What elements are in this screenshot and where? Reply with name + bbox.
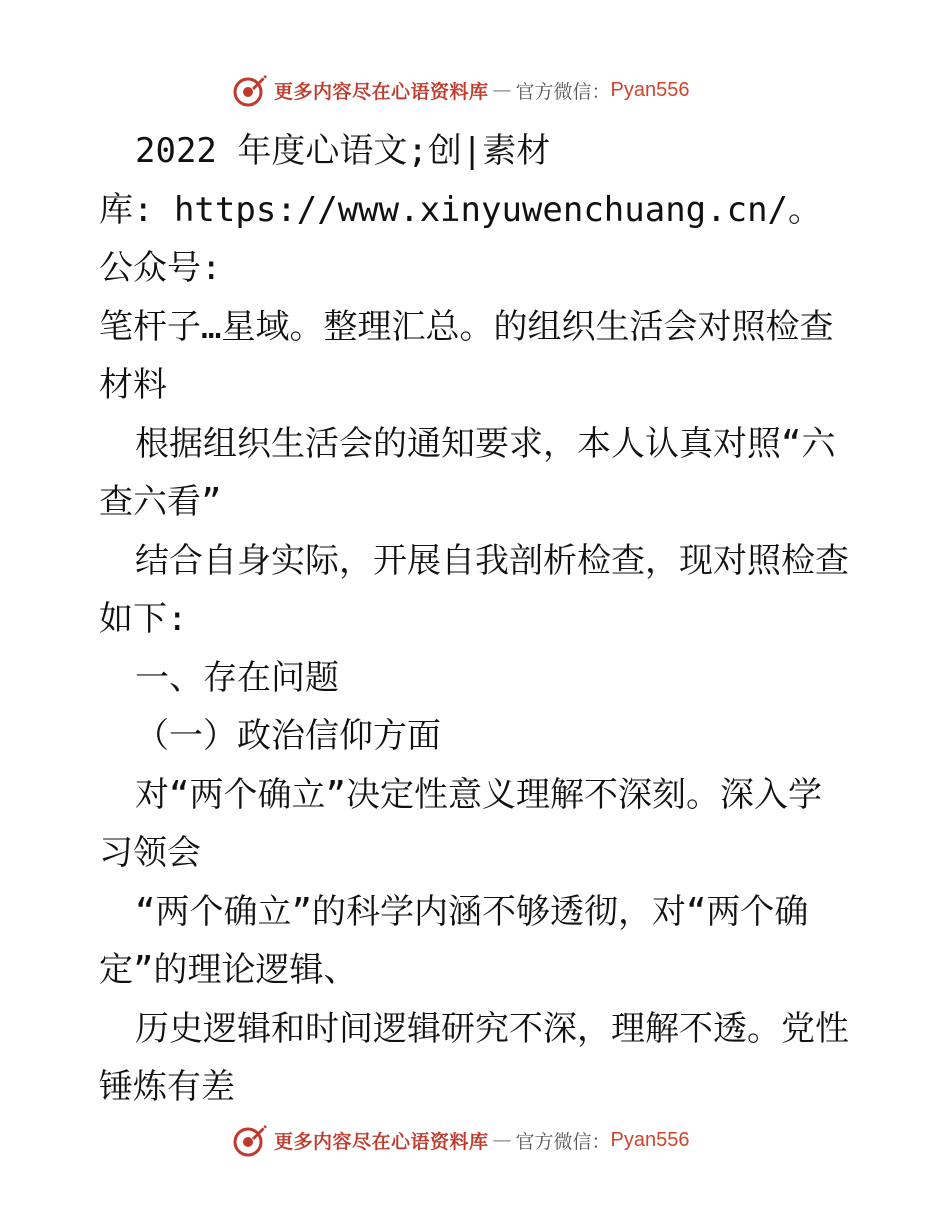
source-line-2: 笔杆子…星域。整理汇总。的组织生活会对照检查: [99, 306, 834, 347]
pen-logo-icon: [232, 1122, 268, 1158]
watermark-footer: [232, 1120, 690, 1160]
watermark-info: 官方微信：: [515, 1130, 611, 1153]
watermark-info: 官方微信：: [515, 80, 611, 103]
paragraph: 对“两个确立”决定性意义理解不深刻。深入学习领会: [99, 774, 822, 873]
document-body: [99, 122, 851, 1117]
pen-logo-icon: [232, 72, 268, 108]
source-line: 库: https://www.xinyuwenchuang.cn/。公众号:: [99, 189, 823, 288]
paragraph: “两个确立”的科学内涵不够透彻，对“两个确定”的理论逻辑、: [99, 891, 809, 990]
title-line: 2022 年度心语文;创|素材: [135, 131, 551, 171]
paragraph: 结合自身实际，开展自我剖析检查，现对照检查如下:: [99, 540, 849, 639]
watermark-separator: —: [492, 79, 512, 101]
watermark-brand: 更多内容尽在心语资料库: [274, 1130, 489, 1153]
watermark-brand: 更多内容尽在心语资料库: [274, 80, 489, 103]
section-heading: 一、存在问题: [135, 657, 339, 698]
watermark-header: [232, 70, 690, 110]
watermark-separator: —: [492, 1129, 512, 1151]
watermark-handle: Pyan556: [610, 78, 690, 101]
source-line-3: 材料: [99, 365, 167, 405]
watermark-handle: Pyan556: [610, 1128, 690, 1151]
subsection-heading: （一）政治信仰方面: [135, 716, 441, 756]
paragraph: 根据组织生活会的通知要求，本人认真对照“六查六看”: [99, 423, 836, 522]
paragraph: 历史逻辑和时间逻辑研究不深，理解不透。党性锤炼有差: [99, 1008, 849, 1107]
